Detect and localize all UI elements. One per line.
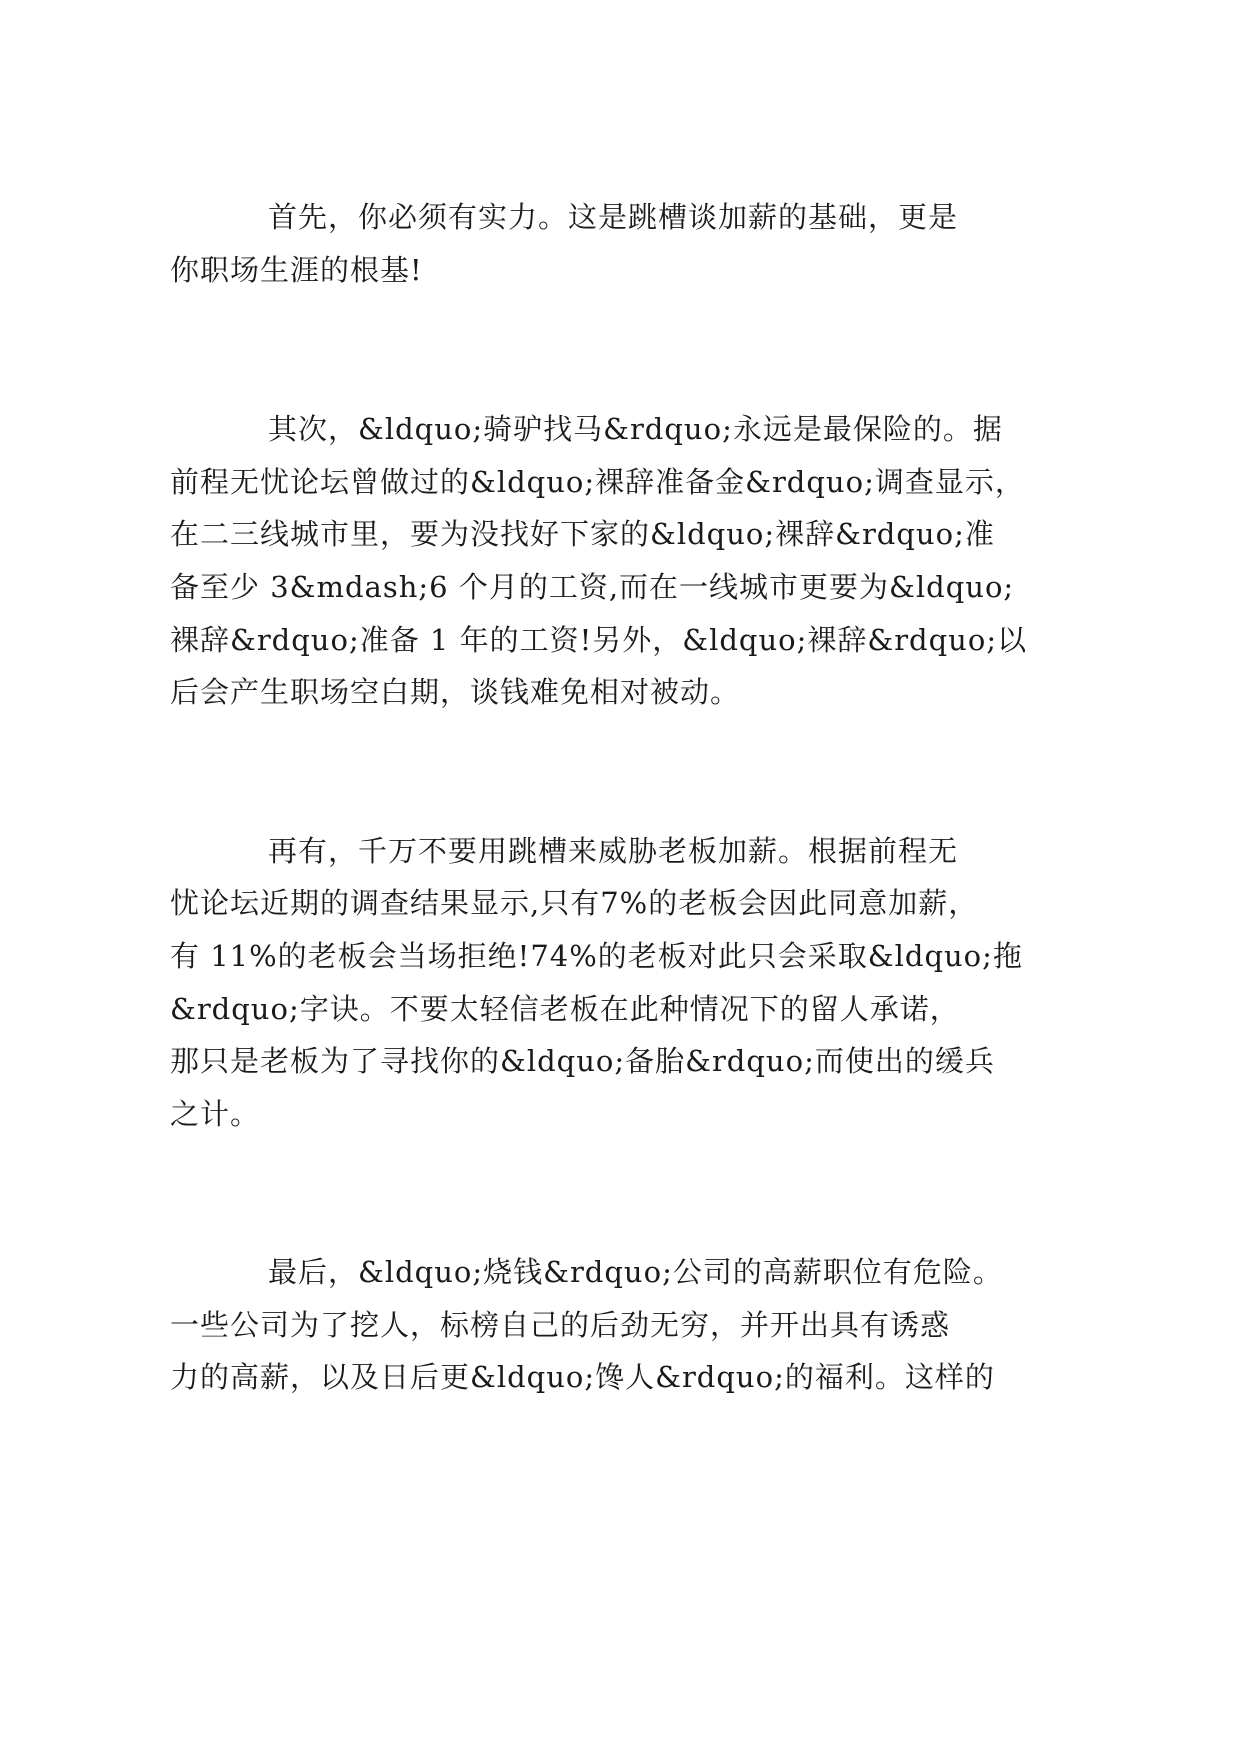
paragraph-3-line-3: 有 11%的老板会当场拒绝!74%的老板对此只会采取&ldquo;拖 [170, 939, 1023, 973]
paragraph-1-line-2: 你职场生涯的根基! [170, 253, 423, 287]
paragraph-3-line-1: 再有，千万不要用跳槽来威胁老板加薪。根据前程无 [268, 834, 959, 868]
paragraph-4-line-1: 最后，&ldquo;烧钱&rdquo;公司的高薪职位有危险。 [268, 1255, 1003, 1289]
paragraph-3-line-6: 之计。 [170, 1097, 261, 1131]
paragraph-2-line-1: 其次，&ldquo;骑驴找马&rdquo;永远是最保险的。据 [268, 412, 1003, 446]
paragraph-3-line-5: 那只是老板为了寻找你的&ldquo;备胎&rdquo;而使出的缓兵 [170, 1044, 995, 1078]
paragraph-3-line-4: &rdquo;字诀。不要太轻信老板在此种情况下的留人承诺， [170, 992, 960, 1026]
paragraph-2-line-3: 在二三线城市里，要为没找好下家的&ldquo;裸辞&rdquo;准 [170, 517, 995, 551]
paragraph-2-line-4: 备至少 3&mdash;6 个月的工资,而在一线城市更要为&ldquo; [170, 570, 1015, 604]
paragraph-4-line-2: 一些公司为了挖人，标榜自己的后劲无穷，并开出具有诱惑 [170, 1308, 951, 1342]
paragraph-1-line-1: 首先，你必须有实力。这是跳槽谈加薪的基础，更是 [268, 200, 959, 234]
paragraph-2-line-5: 裸辞&rdquo;准备 1 年的工资!另外，&ldquo;裸辞&rdquo;以 [170, 623, 1028, 657]
paragraph-4-line-3: 力的高薪，以及日后更&ldquo;馋人&rdquo;的福利。这样的 [170, 1360, 995, 1394]
paragraph-3-line-2: 忧论坛近期的调查结果显示,只有7%的老板会因此同意加薪， [170, 886, 979, 920]
paragraph-2-line-6: 后会产生职场空白期，谈钱难免相对被动。 [170, 675, 741, 709]
paragraph-2-line-2: 前程无忧论坛曾做过的&ldquo;裸辞准备金&rdquo;调查显示， [170, 465, 1025, 499]
